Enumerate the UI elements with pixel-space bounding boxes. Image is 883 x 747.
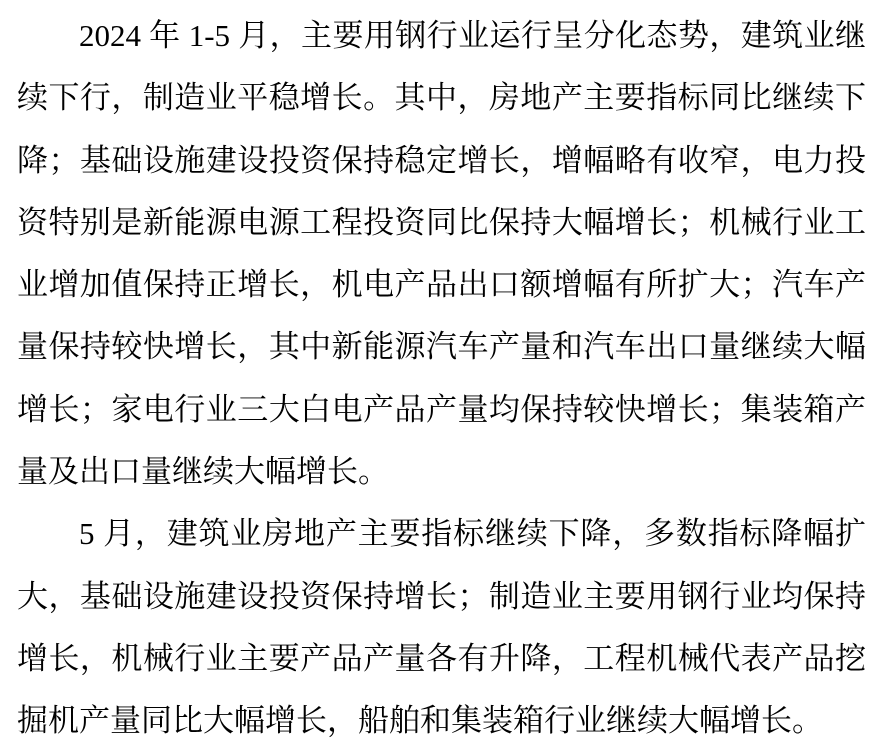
document-body <box>17 5 866 747</box>
body-paragraph-2: 5 月，建筑业房地产主要指标继续下降，多数指标降幅扩大，基础设施建设投资保持增长；制造业主要用钢行业均保持增长，机械行业主要产品产量各有升降，工程机械代表产品挖掘机产量同比大幅增长，船舶和集装箱行业继续大幅增长。 <box>17 516 866 739</box>
body-paragraph-1: 2024 年 1-5 月，主要用钢行业运行呈分化态势，建筑业继续下行，制造业平稳增长。其中，房地产主要指标同比继续下降；基础设施建设投资保持稳定增长，增幅略有收窄，电力投资特别是新能源电源工程投资同比保持大幅增长；机械行业工业增加值保持正增长，机电产品出口额增幅有所扩大；汽车产量保持较快增长，其中新能源汽车产量和汽车出口量继续大幅增长；家电行业三大白电产品产量均保持较快增长；集装箱产量及出口量继续大幅增长。 <box>17 18 866 490</box>
